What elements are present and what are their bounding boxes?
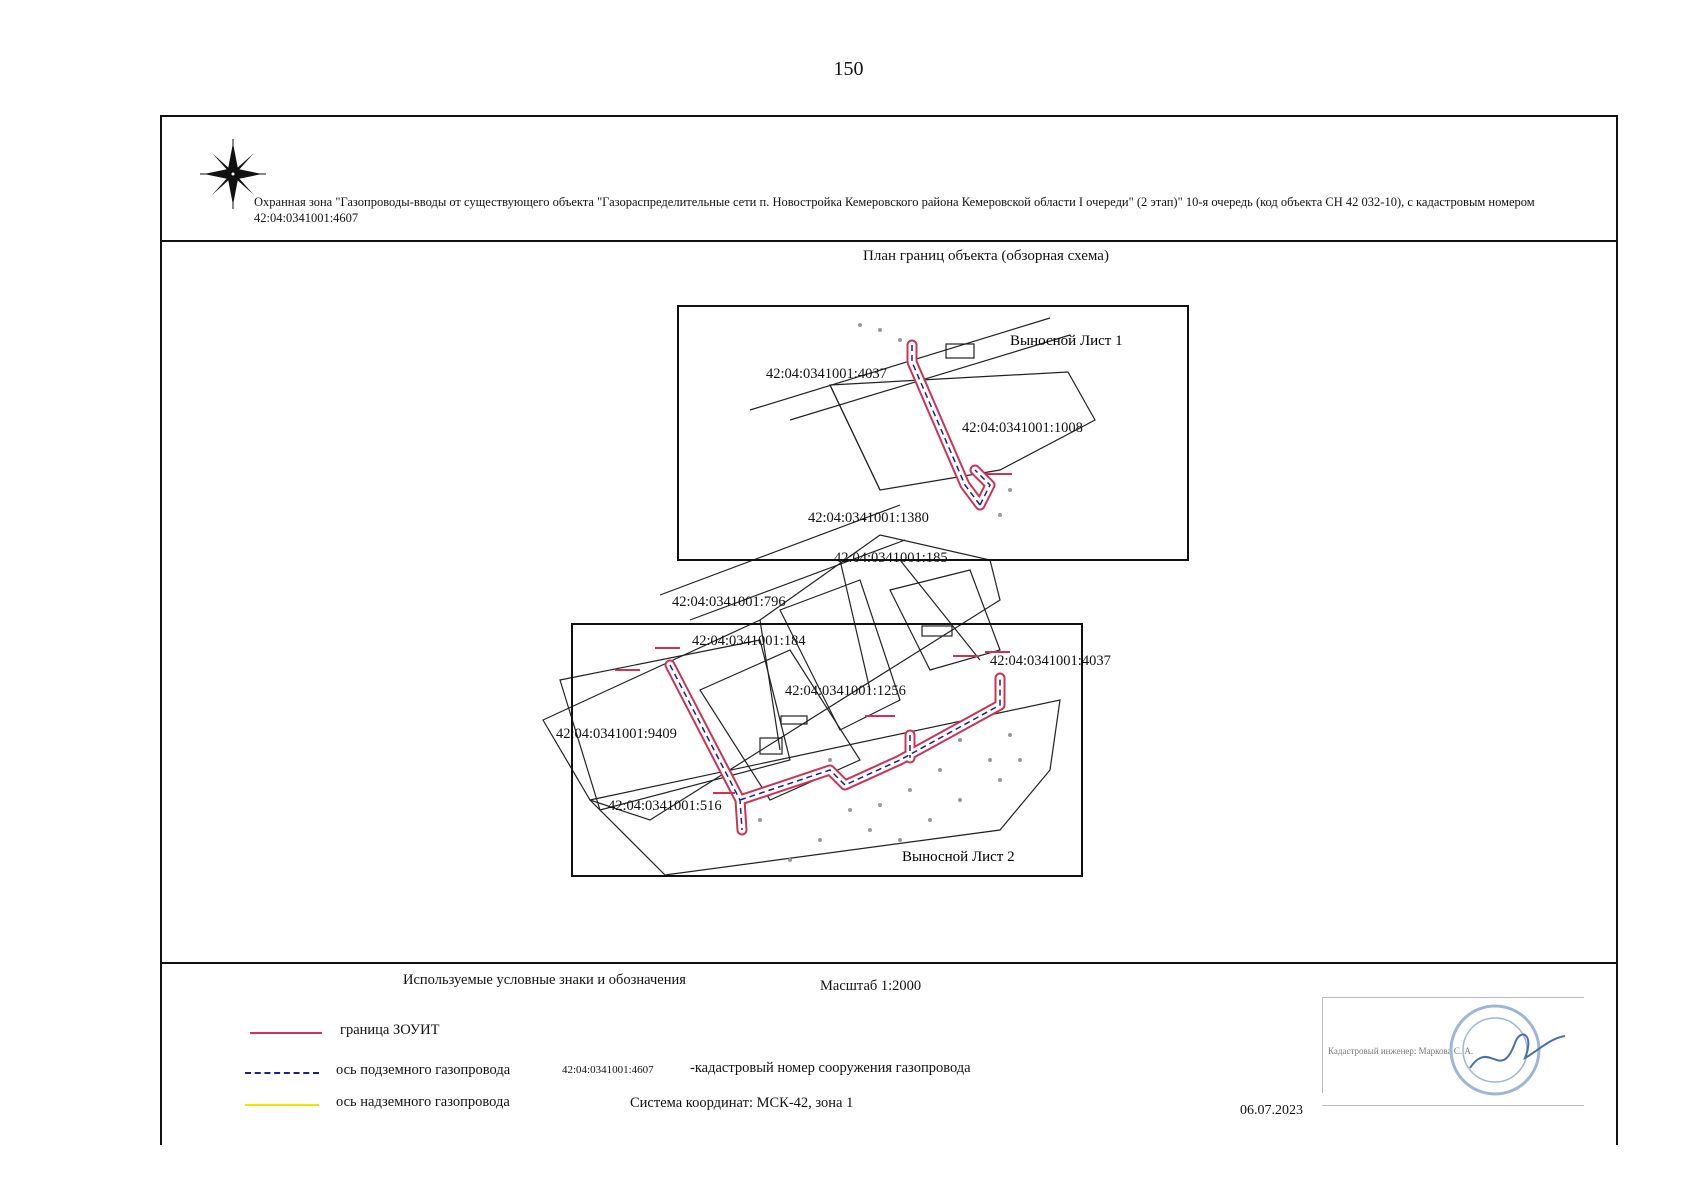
parcel-label: 42:04:0341001:185 — [834, 550, 948, 566]
parcel-label: 42:04:0341001:1256 — [785, 683, 906, 699]
legend-overground-label: ось надземного газопровода — [336, 1094, 510, 1110]
parcel-label: 42:04:0341001:516 — [608, 798, 722, 814]
parcel-label: 42:04:0341001:1380 — [808, 510, 929, 526]
signature-box-left — [1322, 997, 1323, 1093]
parcel-label: 42:04:0341001:4037 — [990, 653, 1111, 669]
cadastral-number-sample: 42:04:0341001:4607 — [562, 1064, 654, 1076]
inset-sheet-2-label: Выносной Лист 2 — [902, 849, 1015, 865]
cadastral-engineer-label: Кадастровый инженер: Маркова С. А. — [1328, 1046, 1474, 1056]
parcel-label: 42:04:0341001:1008 — [962, 420, 1083, 436]
parcel-label: 42:04:0341001:9409 — [556, 726, 677, 742]
parcel-label: 42:04:0341001:796 — [672, 594, 786, 610]
page-number: 150 — [833, 58, 864, 80]
seal-stamp-icon — [1440, 998, 1570, 1098]
parcel-boundaries — [543, 318, 1095, 875]
object-title: Охранная зона "Газопроводы-вводы от существующего объекта "Газораспределительные сети п. Новостройка Кемеровского района Кемеровской области I очереди" (2 этап)" 10-я очередь (код объекта СН 42 032-10), с кадастровым номером 42:04:0341001:4607 — [254, 195, 1535, 225]
cadastral-number-description: -кадастровый номер сооружения газопровода — [690, 1060, 971, 1076]
map-scale: Масштаб 1:2000 — [820, 978, 922, 994]
parcel-label: 42:04:0341001:184 — [692, 633, 806, 649]
plan-title: План границ объекта (обзорная схема) — [863, 248, 1109, 264]
coordinate-system: Система координат: МСК-42, зона 1 — [630, 1095, 854, 1111]
underground-axis-swatch — [245, 1072, 319, 1074]
legend-heading: Используемые условные знаки и обозначения — [403, 972, 686, 988]
overground-axis-swatch — [245, 1104, 319, 1106]
document-date: 06.07.2023 — [1240, 1103, 1303, 1118]
zone-boundary-swatch — [250, 1032, 322, 1034]
parcel-label: 42:04:0341001:4037 — [766, 366, 887, 382]
signature-box-bottom — [1322, 1105, 1584, 1106]
legend-underground-label: ось подземного газопровода — [336, 1062, 511, 1078]
inset-sheet-1-label: Выносной Лист 1 — [1010, 333, 1123, 349]
legend-zone-label: граница ЗОУИТ — [340, 1022, 440, 1038]
